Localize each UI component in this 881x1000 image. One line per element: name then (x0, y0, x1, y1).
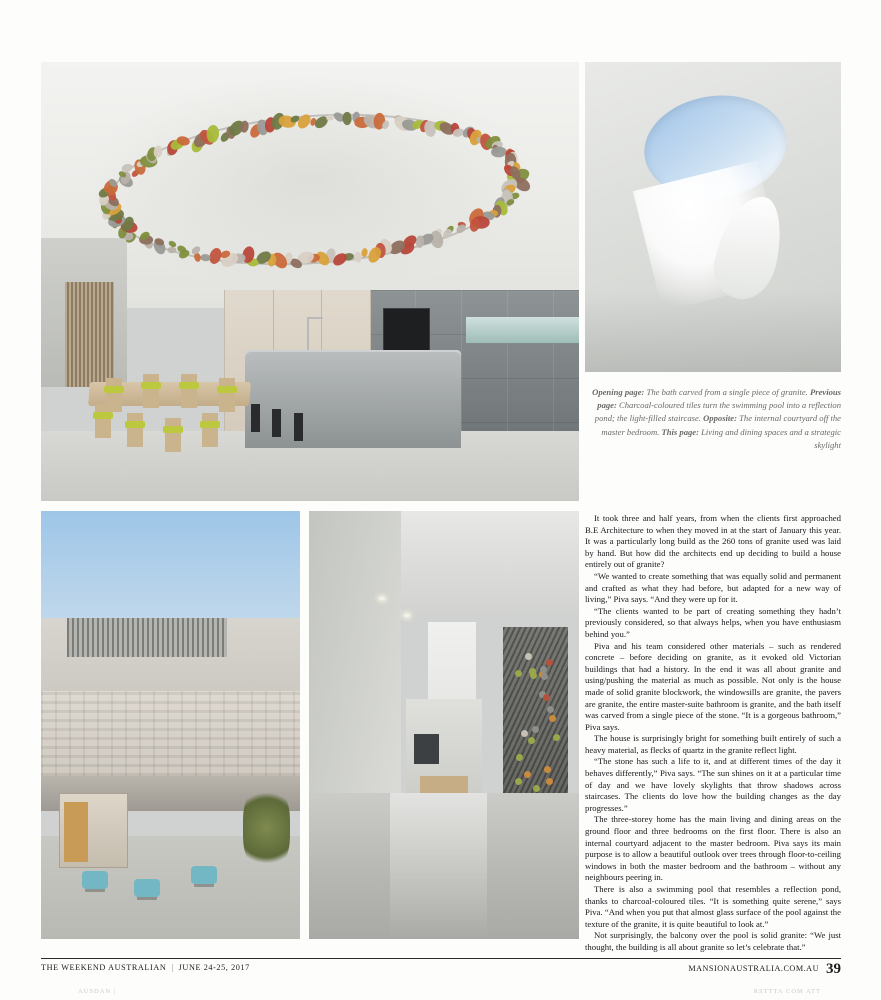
art-dot (549, 715, 556, 722)
chair-seat (125, 421, 145, 428)
dining-chair (219, 378, 235, 412)
body-paragraph: The house is surprisingly bright for something built entirely of such a heavy material, as flecks of quartz in the granite reflect light. (585, 733, 841, 755)
dining-chair (202, 413, 218, 447)
downlight (404, 614, 410, 617)
granite-blockwork (41, 691, 300, 785)
dining-chair (165, 418, 181, 452)
body-paragraph: It took three and half years, from when the clients first approached B.E Architecture to when they moved in at the start of January this year. It was a particularly long build as the 260 tons of granite used was laid by hand. But how did the architects end up deciding to build a house entirely out of granite? (585, 513, 841, 570)
caption-this-text: Living and dining spaces and a strategic skylight (698, 426, 841, 450)
pavilion-door (64, 802, 87, 862)
art-dot (544, 766, 551, 773)
art-dot (546, 778, 553, 785)
body-paragraph: “We wanted to create something that was equally solid and permanent and crafted as what they had before, but adapted for a new way of living,” Piva says. “And they were up for it. (585, 570, 841, 605)
body-paragraph: Piva and his team considered other materials – such as rendered concrete – before deciding on granite, as it evoked old Victorian buildings that had a history. In the end it was all about granite and using/pushing the material as much as possible. Not only is the house made of solid granite blockwork, the windowsills are granite, the pavers are granite, the entire master-suite bathroom is granite, and the bath itself was carved from a single piece of the stone. “It is a gorgeous bathroom,” Piva says. (585, 640, 841, 732)
footer-website (688, 961, 841, 978)
art-detail-dots (514, 648, 560, 802)
kitchen-tap (307, 317, 309, 352)
chair-seat (200, 421, 220, 428)
caption-previous-text: Charcoal-coloured tiles turn the swimming pool into a reflection pond; the light-filled staircase. (594, 400, 841, 424)
art-dot (547, 706, 554, 713)
caption-opening-text: The bath carved from a single piece of granite. (644, 387, 808, 397)
caption-opposite-label: Opposite: (703, 413, 737, 424)
chair-seat (217, 386, 237, 393)
body-paragraph: There is also a swimming pool that resembles a reflection pond, thanks to charcoal-coloured tiles. “It is something quite serene,” says Piva. “And when you put that almost glass surface of the pool against the texture of the granite, it is quite beautiful to look at.” (585, 884, 841, 929)
art-dot (524, 771, 531, 778)
footer-separator: | (171, 963, 174, 972)
bar-stool (251, 404, 260, 432)
photo-exterior (41, 511, 300, 939)
article-body (585, 513, 841, 954)
caption-previous-label: Previous page: (597, 387, 841, 411)
art-dot (516, 754, 523, 761)
art-dot (553, 734, 560, 741)
body-paragraph: The three-storey home has the main living and dining areas on the ground floor and three bedrooms on the first floor. There is also an internal courtyard adjacent to the master bedroom. Piva says its main purpose is to allow a beautiful outlook over trees through floor-to-ceiling windows in both the master bedroom and the bathroom – without any neighbours peering in. (585, 814, 841, 883)
downlight (379, 597, 385, 600)
timber-screen (65, 282, 113, 387)
publication-name: THE WEEKEND AUSTRALIAN (41, 963, 167, 972)
art-dot (521, 730, 528, 737)
chair-seat (163, 426, 183, 433)
bar-stool (294, 413, 303, 441)
floor-reflection (390, 793, 487, 939)
art-dot (528, 737, 535, 744)
art-dot (515, 670, 522, 677)
body-paragraph: “The clients wanted to be part of creating something they hadn’t previously considered, so that always helps, when you have enthusiasm behind you.” (585, 605, 841, 639)
art-dot (540, 666, 547, 673)
chair-seat (104, 386, 124, 393)
bar-stool (272, 409, 281, 437)
art-dot (543, 694, 550, 701)
bleed-text-right: RSTTTA COM ATT (753, 988, 821, 995)
caption-this-label: This page: (661, 426, 699, 437)
chair-seat (141, 382, 161, 389)
photo-corridor (309, 511, 579, 939)
page-number: 39 (826, 961, 841, 977)
chair-seat (179, 382, 199, 389)
chair-seat (93, 412, 113, 419)
wall-screen (414, 734, 438, 764)
art-dot (533, 785, 540, 792)
caption-opposite-text: The internal courtyard off the master bedroom. (601, 413, 841, 437)
website-url: MANSIONAUSTRALIA.COM.AU (688, 964, 819, 973)
terrace-chair (82, 871, 108, 889)
bleed-text-left: AUSDAN | (78, 988, 117, 995)
planting (243, 785, 290, 871)
photo-skylight (585, 62, 841, 372)
issue-date: JUNE 24-25, 2017 (178, 963, 250, 972)
body-paragraph: “The stone has such a life to it, and at different times of the day it behaves differently,” Piva says. “The sun shines on it at a particular time of day and we have lovely skylights that throw shadows across staircases. The clients do love how the building changes as the day progresses.” (585, 756, 841, 813)
dining-chair (143, 374, 159, 408)
art-dot (515, 778, 522, 785)
caption-opening-label: Opening page: (592, 387, 645, 397)
art-dot (525, 653, 532, 660)
art-dot (541, 673, 548, 680)
lower-shadow (585, 291, 841, 372)
body-paragraph: Not surprisingly, the balcony over the pool is solid granite: “We just thought, the building is all about granite so let’s celebrate that.” (585, 930, 841, 952)
terrace-chair (134, 879, 160, 897)
art-dot (532, 726, 539, 733)
footer-publication (41, 963, 250, 972)
dining-chair (127, 413, 143, 447)
caption-block (585, 386, 841, 452)
art-dot (529, 668, 536, 675)
photo-interior-dining (41, 62, 579, 501)
window-strip (466, 317, 579, 343)
dining-table (420, 776, 469, 793)
terrace-chair (191, 866, 217, 884)
timber-screening (67, 618, 228, 657)
dining-chair (106, 378, 122, 412)
dining-chair (181, 374, 197, 408)
footer-rule (41, 958, 841, 959)
art-dot (546, 659, 553, 666)
